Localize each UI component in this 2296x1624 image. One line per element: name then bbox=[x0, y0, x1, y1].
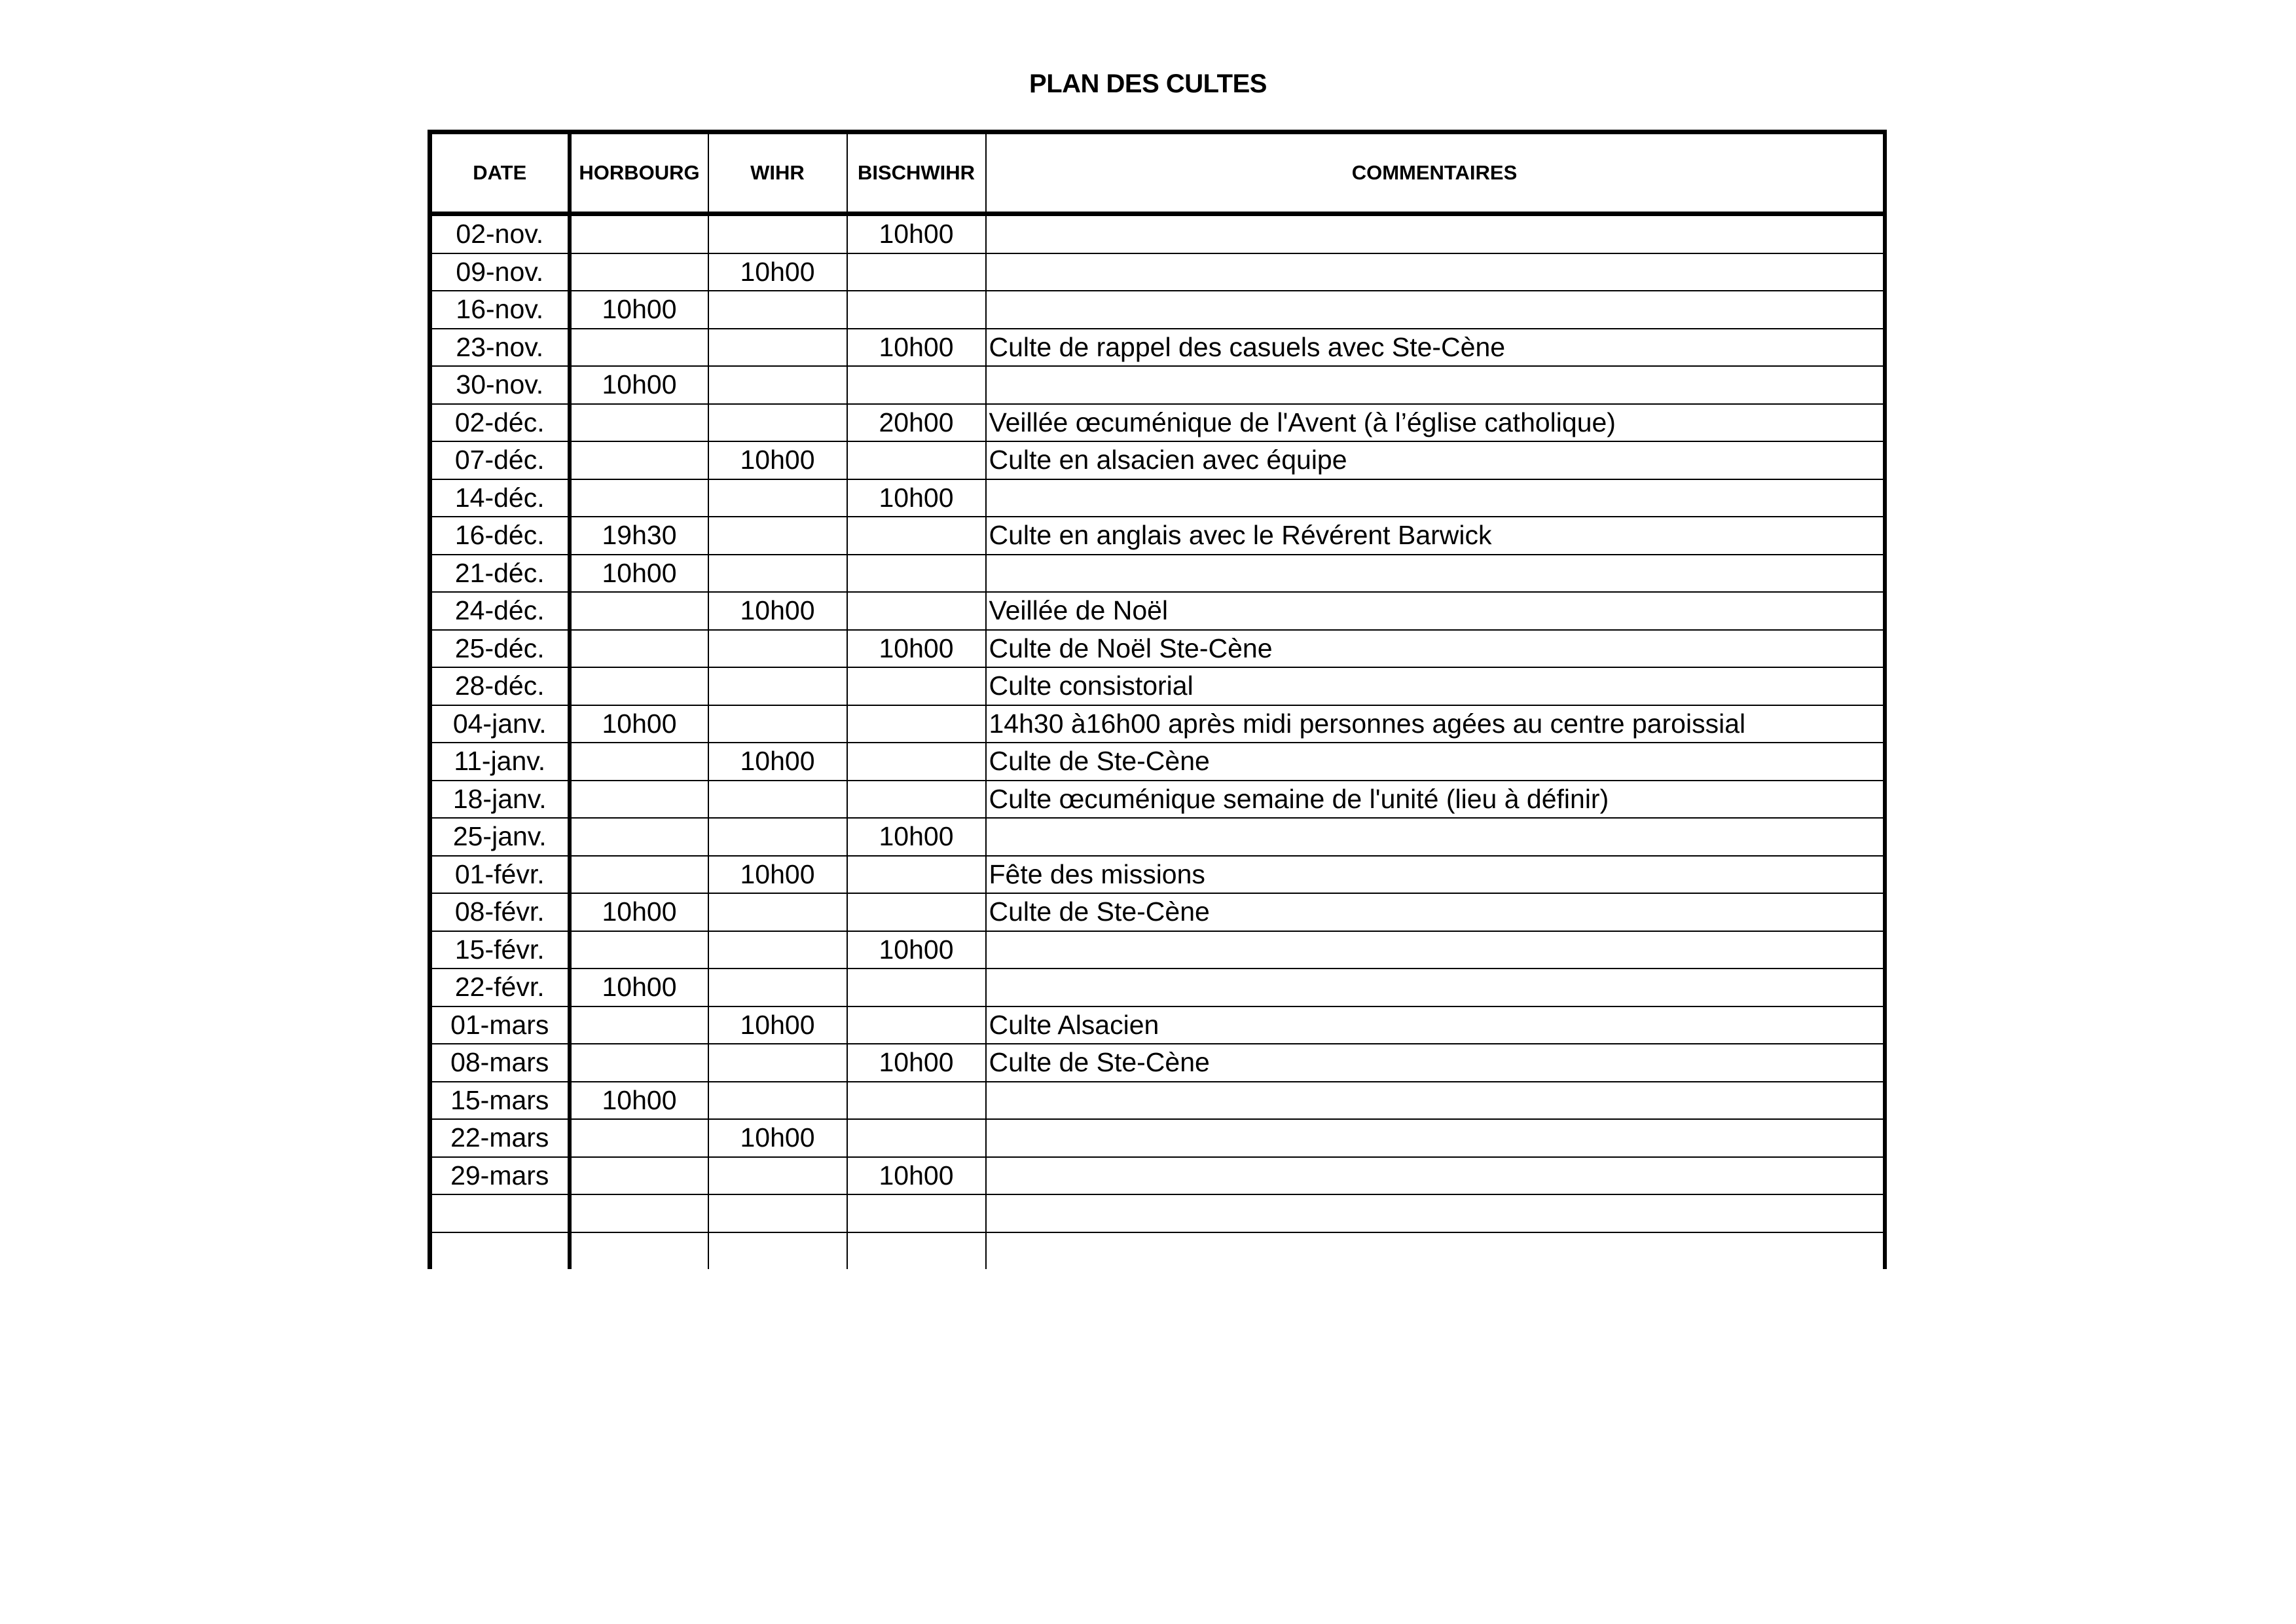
cell-date: 25-janv. bbox=[430, 818, 570, 856]
cell-comment bbox=[986, 366, 1885, 404]
cell-comment bbox=[986, 214, 1885, 253]
table-row bbox=[430, 253, 1885, 291]
cell-bischwihr: 10h00 bbox=[847, 931, 986, 969]
cell-comment: Culte de Ste-Cène bbox=[986, 1044, 1885, 1082]
cell-bischwihr: 10h00 bbox=[847, 1157, 986, 1195]
cell-date: 22-mars bbox=[430, 1119, 570, 1157]
cell-wihr: 10h00 bbox=[708, 1006, 847, 1044]
cell-bischwihr bbox=[847, 1194, 986, 1232]
cell-horbourg bbox=[570, 214, 708, 253]
cell-wihr bbox=[708, 705, 847, 743]
table-header-row bbox=[430, 132, 1885, 214]
table-row bbox=[430, 1006, 1885, 1044]
cell-horbourg bbox=[570, 743, 708, 781]
header-horbourg: HORBOURG bbox=[570, 132, 708, 214]
cell-bischwihr bbox=[847, 1119, 986, 1157]
cell-comment: Culte Alsacien bbox=[986, 1006, 1885, 1044]
table-body bbox=[430, 214, 1885, 1270]
cell-bischwihr: 10h00 bbox=[847, 1044, 986, 1082]
cell-horbourg: 10h00 bbox=[570, 555, 708, 593]
table-row bbox=[430, 969, 1885, 1006]
cell-horbourg bbox=[570, 479, 708, 517]
cell-horbourg: 10h00 bbox=[570, 366, 708, 404]
cell-bischwihr: 10h00 bbox=[847, 214, 986, 253]
cell-horbourg: 10h00 bbox=[570, 893, 708, 931]
cell-comment: Culte en anglais avec le Révérent Barwick bbox=[986, 517, 1885, 555]
cell-horbourg: 19h30 bbox=[570, 517, 708, 555]
table-row bbox=[430, 630, 1885, 668]
cell-date: 30-nov. bbox=[430, 366, 570, 404]
cell-horbourg bbox=[570, 329, 708, 367]
table-row bbox=[430, 479, 1885, 517]
cell-comment: Fête des missions bbox=[986, 856, 1885, 894]
cell-date: 08-févr. bbox=[430, 893, 570, 931]
cell-date bbox=[430, 1232, 570, 1270]
cell-wihr bbox=[708, 555, 847, 593]
cell-comment bbox=[986, 931, 1885, 969]
table-row bbox=[430, 291, 1885, 329]
cell-comment: Veillée de Noël bbox=[986, 592, 1885, 630]
cell-wihr bbox=[708, 969, 847, 1006]
cell-bischwihr: 10h00 bbox=[847, 818, 986, 856]
cell-comment bbox=[986, 253, 1885, 291]
cell-comment: Culte consistorial bbox=[986, 667, 1885, 705]
cell-wihr bbox=[708, 479, 847, 517]
cell-horbourg: 10h00 bbox=[570, 1082, 708, 1120]
cell-bischwihr bbox=[847, 1232, 986, 1270]
cell-horbourg bbox=[570, 856, 708, 894]
cell-bischwihr: 10h00 bbox=[847, 479, 986, 517]
cell-horbourg bbox=[570, 781, 708, 819]
table-row bbox=[430, 555, 1885, 593]
cell-comment: Culte de Ste-Cène bbox=[986, 743, 1885, 781]
cell-comment: Culte de Ste-Cène bbox=[986, 893, 1885, 931]
cell-wihr: 10h00 bbox=[708, 592, 847, 630]
cell-bischwihr bbox=[847, 856, 986, 894]
header-wihr: WIHR bbox=[708, 132, 847, 214]
cell-bischwihr bbox=[847, 592, 986, 630]
table-row bbox=[430, 1194, 1885, 1232]
cell-date: 11-janv. bbox=[430, 743, 570, 781]
cell-comment bbox=[986, 1082, 1885, 1120]
table-row bbox=[430, 743, 1885, 781]
table-row bbox=[430, 1119, 1885, 1157]
table-row bbox=[430, 404, 1885, 442]
cell-wihr bbox=[708, 781, 847, 819]
cell-bischwihr bbox=[847, 555, 986, 593]
cell-horbourg bbox=[570, 592, 708, 630]
cell-comment bbox=[986, 1194, 1885, 1232]
table-row bbox=[430, 856, 1885, 894]
cell-bischwihr bbox=[847, 969, 986, 1006]
cell-wihr bbox=[708, 404, 847, 442]
cell-date: 14-déc. bbox=[430, 479, 570, 517]
cell-date: 23-nov. bbox=[430, 329, 570, 367]
cell-date bbox=[430, 1194, 570, 1232]
cell-wihr bbox=[708, 329, 847, 367]
table-row bbox=[430, 893, 1885, 931]
cell-date: 18-janv. bbox=[430, 781, 570, 819]
cell-date: 28-déc. bbox=[430, 667, 570, 705]
cell-comment bbox=[986, 555, 1885, 593]
cell-date: 22-févr. bbox=[430, 969, 570, 1006]
cell-wihr: 10h00 bbox=[708, 253, 847, 291]
table-row bbox=[430, 1082, 1885, 1120]
cell-wihr bbox=[708, 1194, 847, 1232]
cell-wihr bbox=[708, 667, 847, 705]
cell-wihr bbox=[708, 818, 847, 856]
cell-date: 07-déc. bbox=[430, 441, 570, 479]
cell-bischwihr bbox=[847, 893, 986, 931]
table-row bbox=[430, 705, 1885, 743]
page-title: PLAN DES CULTES bbox=[1029, 69, 1267, 98]
cell-wihr bbox=[708, 291, 847, 329]
cell-date: 29-mars bbox=[430, 1157, 570, 1195]
cell-bischwihr bbox=[847, 366, 986, 404]
schedule-table bbox=[428, 130, 1887, 1269]
cell-date: 16-nov. bbox=[430, 291, 570, 329]
cell-wihr bbox=[708, 931, 847, 969]
cell-bischwihr bbox=[847, 667, 986, 705]
cell-wihr bbox=[708, 893, 847, 931]
cell-bischwihr bbox=[847, 705, 986, 743]
cell-wihr bbox=[708, 517, 847, 555]
cell-date: 15-févr. bbox=[430, 931, 570, 969]
cell-comment bbox=[986, 1119, 1885, 1157]
cell-bischwihr bbox=[847, 743, 986, 781]
cell-bischwihr bbox=[847, 1082, 986, 1120]
cell-horbourg: 10h00 bbox=[570, 969, 708, 1006]
cell-wihr bbox=[708, 366, 847, 404]
table-row bbox=[430, 1232, 1885, 1270]
cell-bischwihr bbox=[847, 781, 986, 819]
table-row bbox=[430, 592, 1885, 630]
cell-bischwihr: 20h00 bbox=[847, 404, 986, 442]
table-row bbox=[430, 818, 1885, 856]
cell-horbourg bbox=[570, 818, 708, 856]
cell-date: 25-déc. bbox=[430, 630, 570, 668]
table-row bbox=[430, 1157, 1885, 1195]
cell-date: 24-déc. bbox=[430, 592, 570, 630]
cell-bischwihr: 10h00 bbox=[847, 329, 986, 367]
cell-date: 21-déc. bbox=[430, 555, 570, 593]
cell-horbourg bbox=[570, 253, 708, 291]
cell-horbourg bbox=[570, 1044, 708, 1082]
cell-comment: Culte de Noël Ste-Cène bbox=[986, 630, 1885, 668]
cell-wihr: 10h00 bbox=[708, 441, 847, 479]
cell-horbourg: 10h00 bbox=[570, 291, 708, 329]
table-row bbox=[430, 931, 1885, 969]
cell-comment: Veillée œcuménique de l'Avent (à l’église catholique) bbox=[986, 404, 1885, 442]
cell-comment bbox=[986, 291, 1885, 329]
cell-comment bbox=[986, 818, 1885, 856]
cell-bischwihr bbox=[847, 441, 986, 479]
cell-bischwihr: 10h00 bbox=[847, 630, 986, 668]
table-row bbox=[430, 781, 1885, 819]
cell-date: 01-mars bbox=[430, 1006, 570, 1044]
cell-horbourg bbox=[570, 1232, 708, 1270]
cell-bischwihr bbox=[847, 517, 986, 555]
cell-date: 04-janv. bbox=[430, 705, 570, 743]
table-row bbox=[430, 667, 1885, 705]
cell-comment bbox=[986, 1157, 1885, 1195]
cell-comment bbox=[986, 1232, 1885, 1270]
cell-wihr bbox=[708, 1157, 847, 1195]
header-commentaires: COMMENTAIRES bbox=[986, 132, 1885, 214]
cell-wihr: 10h00 bbox=[708, 856, 847, 894]
cell-bischwihr bbox=[847, 1006, 986, 1044]
cell-date: 16-déc. bbox=[430, 517, 570, 555]
table-row bbox=[430, 329, 1885, 367]
cell-horbourg: 10h00 bbox=[570, 705, 708, 743]
cell-comment: Culte œcuménique semaine de l'unité (lieu à définir) bbox=[986, 781, 1885, 819]
cell-comment: Culte en alsacien avec équipe bbox=[986, 441, 1885, 479]
cell-horbourg bbox=[570, 667, 708, 705]
cell-date: 08-mars bbox=[430, 1044, 570, 1082]
cell-date: 15-mars bbox=[430, 1082, 570, 1120]
header-date: DATE bbox=[430, 132, 570, 214]
cell-wihr: 10h00 bbox=[708, 743, 847, 781]
header-bischwihr: BISCHWIHR bbox=[847, 132, 986, 214]
cell-horbourg bbox=[570, 441, 708, 479]
cell-horbourg bbox=[570, 404, 708, 442]
cell-comment: Culte de rappel des casuels avec Ste-Cène bbox=[986, 329, 1885, 367]
cell-wihr bbox=[708, 1232, 847, 1270]
table-row bbox=[430, 441, 1885, 479]
table-row bbox=[430, 366, 1885, 404]
cell-date: 02-déc. bbox=[430, 404, 570, 442]
cell-horbourg bbox=[570, 1194, 708, 1232]
cell-comment: 14h30 à16h00 après midi personnes agées au centre paroissial bbox=[986, 705, 1885, 743]
cell-bischwihr bbox=[847, 253, 986, 291]
cell-date: 02-nov. bbox=[430, 214, 570, 253]
cell-horbourg bbox=[570, 1006, 708, 1044]
cell-wihr bbox=[708, 1082, 847, 1120]
table-row bbox=[430, 214, 1885, 253]
cell-date: 01-févr. bbox=[430, 856, 570, 894]
cell-wihr: 10h00 bbox=[708, 1119, 847, 1157]
cell-horbourg bbox=[570, 630, 708, 668]
cell-wihr bbox=[708, 630, 847, 668]
cell-horbourg bbox=[570, 1157, 708, 1195]
cell-comment bbox=[986, 479, 1885, 517]
cell-horbourg bbox=[570, 931, 708, 969]
table-row bbox=[430, 1044, 1885, 1082]
cell-bischwihr bbox=[847, 291, 986, 329]
cell-wihr bbox=[708, 1044, 847, 1082]
cell-date: 09-nov. bbox=[430, 253, 570, 291]
table-row bbox=[430, 517, 1885, 555]
cell-horbourg bbox=[570, 1119, 708, 1157]
cell-wihr bbox=[708, 214, 847, 253]
cell-comment bbox=[986, 969, 1885, 1006]
